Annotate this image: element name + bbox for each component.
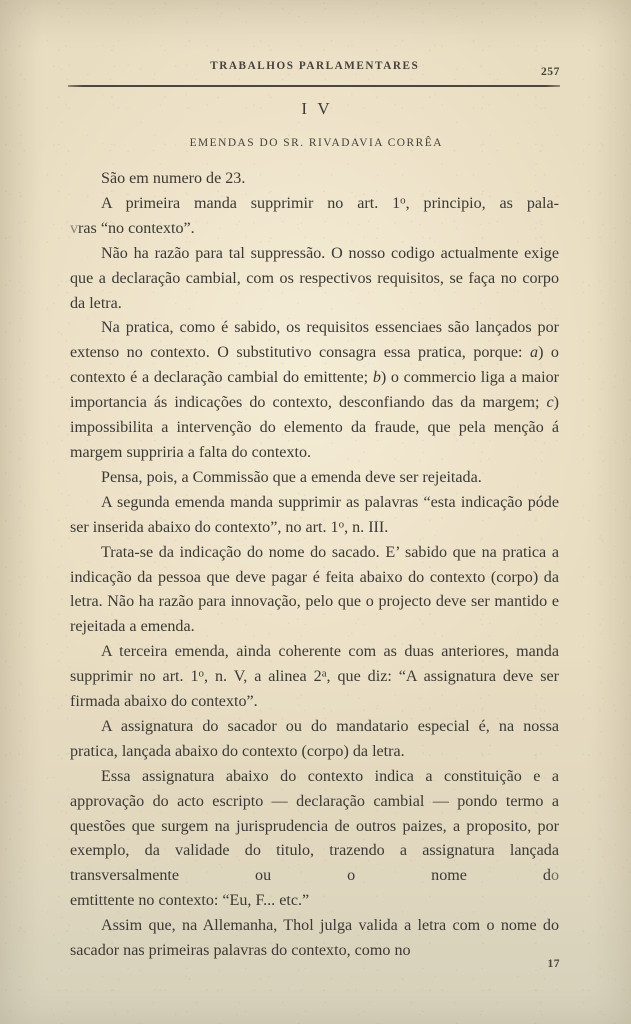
paragraph-3: Não ha razão para tal suppressão. O nosso codigo actualmente exige que a declaração cambial, com os respectivos requisitos, se faça no corpo da letra. <box>70 244 559 312</box>
paragraph-1: São em numero de 23. <box>101 170 246 187</box>
body-text-block <box>70 167 559 964</box>
paragraph-5: Pensa, pois, a Commissão que a emenda deve ser rejeitada. <box>101 468 482 486</box>
paragraph-8: A terceira emenda, ainda coherente com as duas anteriores, manda supprimir no art. 1$^o$, n. V, a alinea 2$^a$, que diz: “A assignatura deve ser firmada abaixo do contexto”. <box>70 643 559 711</box>
paragraph-2: A primeira manda supprimir no art. 1$^o$, principio, as pala- <box>101 194 559 212</box>
section-subtitle: EMENDAS DO SR. RIVADAVIA CORRÊA <box>189 137 443 149</box>
faint-glyph: o <box>550 867 559 885</box>
chapter-numeral: I V <box>301 99 333 118</box>
paragraph-7: Trata-se da indicação do nome do sacado. E’ sabido que na pratica a indicação da pessoa que deve pagar é feita abaixo do contexto (corpo) da letra. Não ha razão para innovação, pelo que o projecto deve ser mantido e rejeitada a emenda. <box>70 543 559 636</box>
ordinal-indicator: o <box>338 518 345 531</box>
header-rule <box>68 85 560 87</box>
paragraph-6: A segunda emenda manda supprimir as palavras “esta indicação póde ser inserida abaixo do contexto”, no art. 1$^o$, n. III. <box>70 493 559 536</box>
paragraph-11: Assim que, na Allemanha, Thol julga valida a letra com o nome do sacador nas primeiras palavras do contexto, como no <box>70 917 559 960</box>
paragraph-4: Na pratica, como é sabido, os requisitos essenciaes são lançados por extenso no contexto. O substitutivo consagra essa pratica, porque: a) o contexto é a declaração cambial do emittente; b) o commercio liga a maior importancia ás indicações do contexto, desconfiando das da margem; c) impossibilita a intervenção do elemento da fraude, que pela menção á margem suppriria a falta do contexto. <box>70 319 559 461</box>
list-marker-a: a <box>530 344 539 362</box>
ordinal-indicator-feminine: a <box>321 667 327 680</box>
faint-glyph: v <box>70 219 79 237</box>
ordinal-indicator: o <box>400 194 406 207</box>
page-number: 257 <box>540 66 560 78</box>
ordinal-indicator: o <box>198 667 205 680</box>
paragraph-10: Essa assignatura abaixo do contexto indica a constituição e a approvação do acto escripto — declaração cambial — pondo termo a questões que surgem na jurisprudencia de outros paizes, a proposito, por exemplo, da validade do titulo, trazendo a assignatura lançada transversalmente ou o nome do <box>70 767 559 885</box>
signature-mark: 17 <box>547 958 560 970</box>
list-marker-c: c <box>546 394 554 412</box>
running-head-title: TRABALHOS PARLAMENTARES <box>210 60 420 72</box>
paragraph-9: A assignatura do sacador ou do mandatario especial é, na nossa pratica, lançada abaixo do contexto (corpo) da letra. <box>70 717 559 760</box>
list-marker-b: b <box>372 369 381 387</box>
running-head <box>68 60 560 78</box>
paragraph-2-continuation: vras “no contexto”. <box>70 219 195 237</box>
paragraph-10-continuation: emtittente no contexto: “Eu, F... etc.” <box>70 892 310 910</box>
